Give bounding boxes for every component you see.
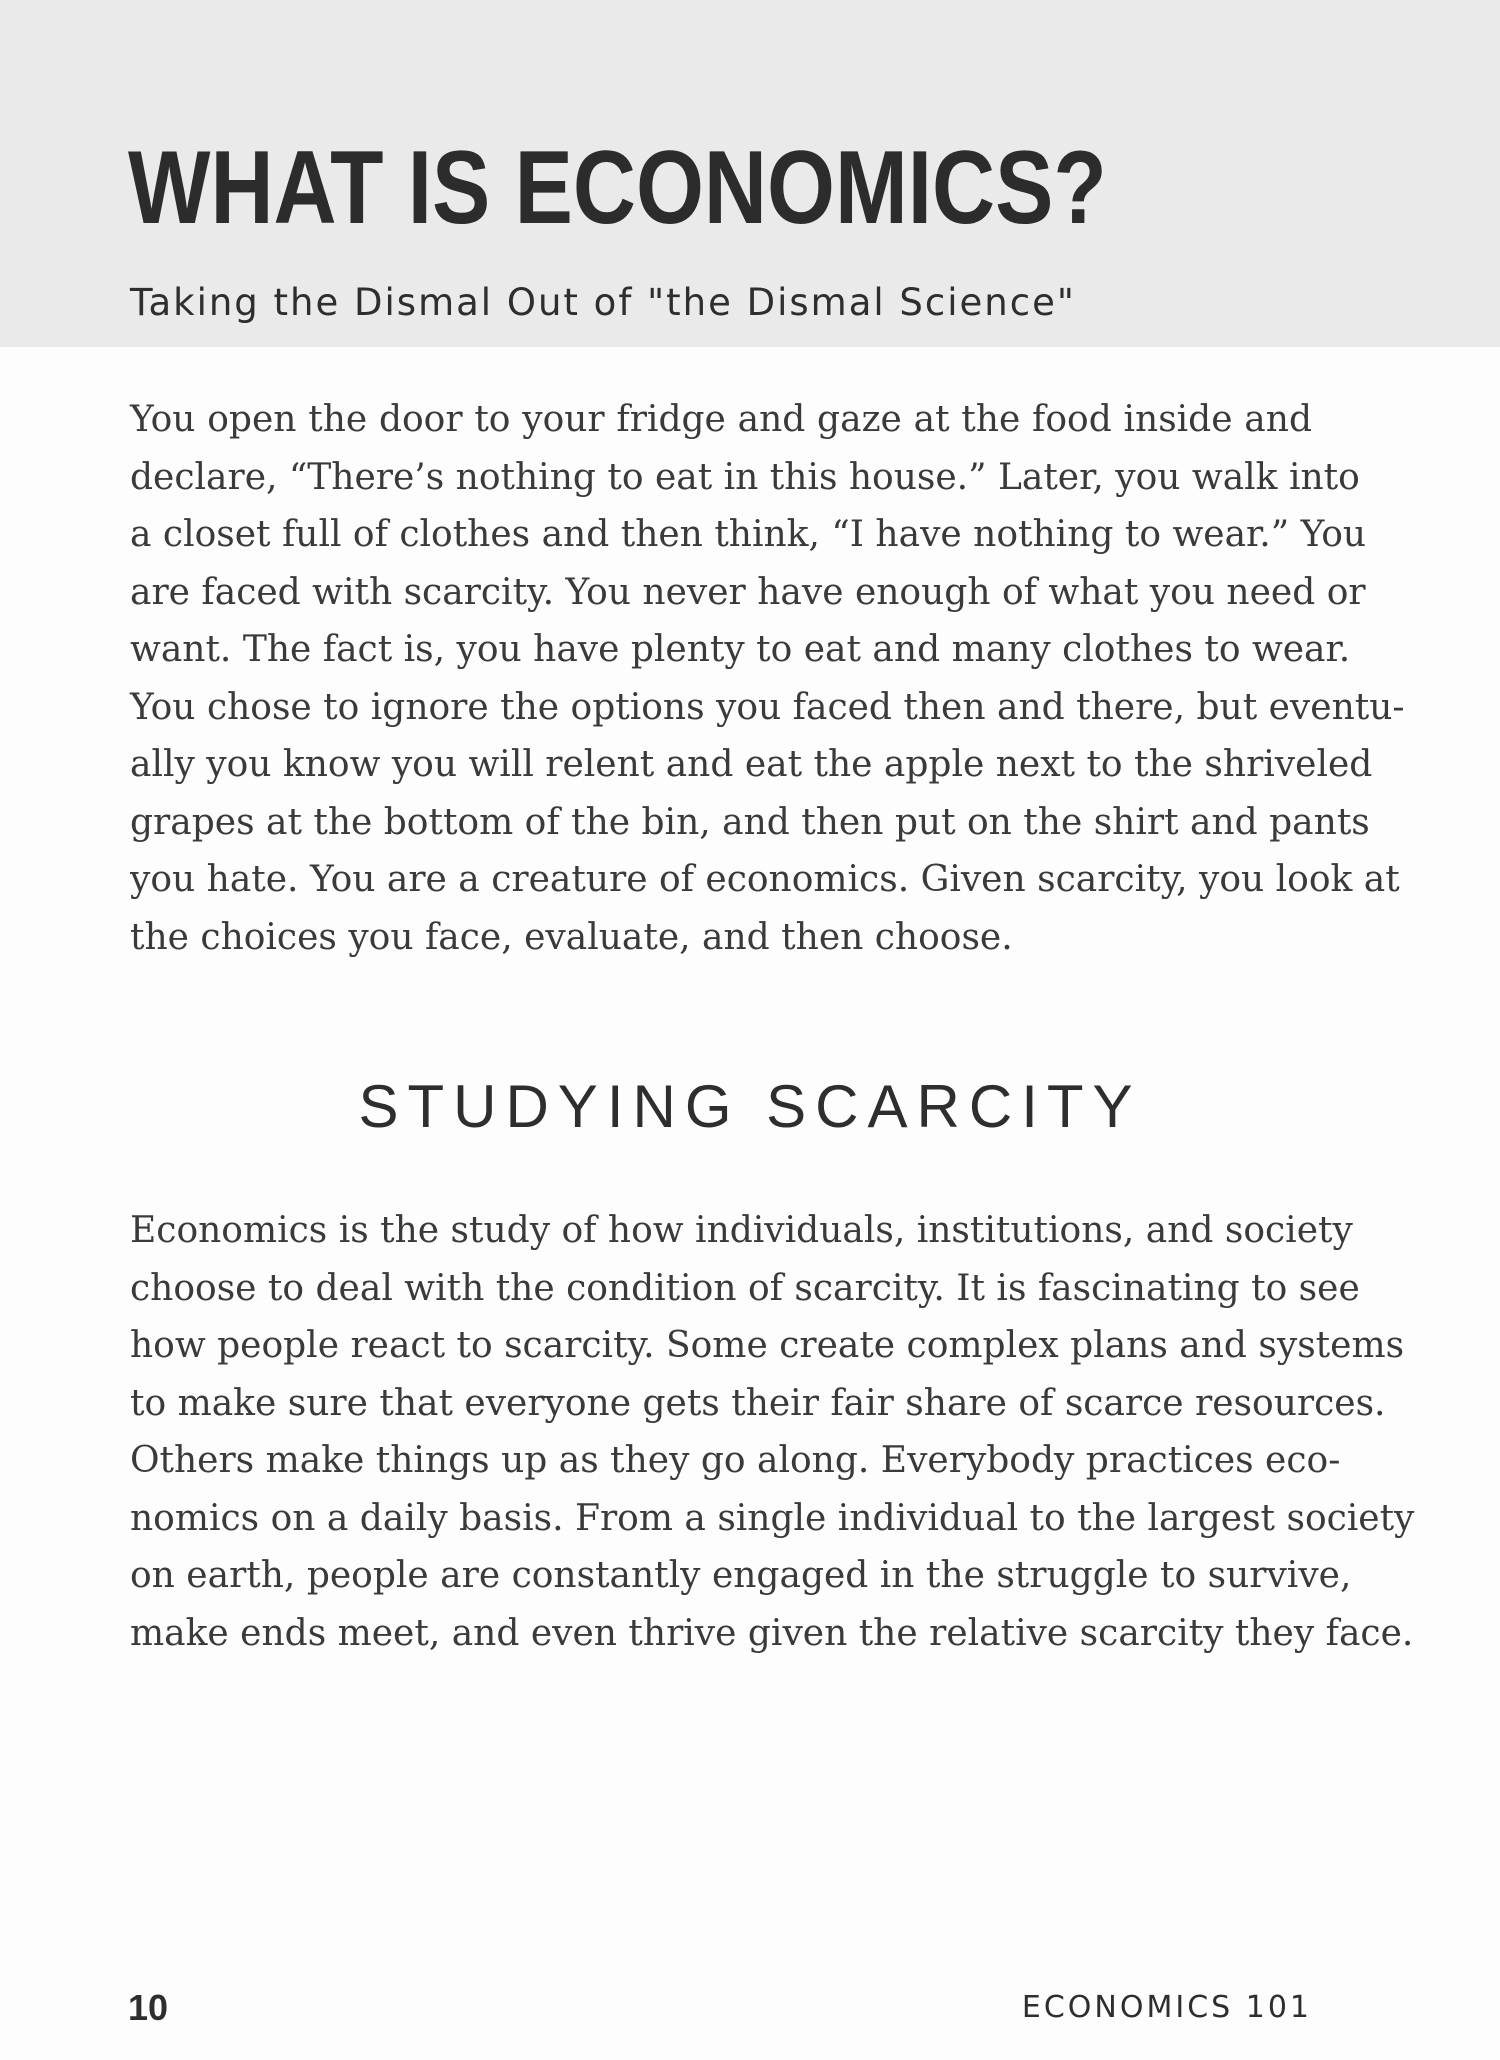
paragraph-line: grapes at the bottom of the bin, and then put on the shirt and pants: [130, 801, 1370, 843]
paragraph-line: make ends meet, and even thrive given the relative scarcity they face.: [130, 1612, 1414, 1654]
paragraph-line: nomics on a daily basis. From a single individual to the largest society: [130, 1497, 1415, 1539]
paragraph-line: to make sure that everyone gets their fair share of scarce resources.: [130, 1382, 1386, 1424]
paragraph-line: a closet full of clothes and then think, “I have nothing to wear.” You: [130, 514, 1367, 555]
section-paragraph: [130, 1202, 1415, 1662]
paragraph-line: declare, “There’s nothing to eat in this house.” Later, you walk into: [130, 456, 1360, 498]
paragraph-line: Others make things up as they go along. Everybody practices eco-: [130, 1440, 1341, 1481]
page-number: 10: [128, 1987, 169, 2028]
paragraph-line: on earth, people are constantly engaged in the struggle to survive,: [130, 1555, 1352, 1596]
paragraph-line: choose to deal with the condition of scarcity. It is fascinating to see: [130, 1267, 1360, 1309]
running-footer-title: ECONOMICS 101: [1021, 1990, 1312, 2025]
paragraph-line: want. The fact is, you have plenty to eat and many clothes to wear.: [130, 629, 1351, 670]
paragraph-line: Economics is the study of how individuals, institutions, and society: [130, 1210, 1353, 1251]
paragraph-line: the choices you face, evaluate, and then choose.: [130, 916, 1013, 958]
paragraph-line: are faced with scarcity. You never have enough of what you need or: [130, 571, 1366, 613]
paragraph-line: ally you know you will relent and eat the apple next to the shriveled: [130, 744, 1373, 785]
paragraph-line: You open the door to your fridge and gaze at the food inside and: [130, 399, 1312, 440]
chapter-title: WHAT IS ECONOMICS?: [128, 130, 1107, 246]
paragraph-line: You chose to ignore the options you faced then and there, but eventu-: [130, 686, 1405, 728]
chapter-subtitle: Taking the Dismal Out of "the Dismal Science": [130, 281, 1076, 324]
paragraph-line: how people react to scarcity. Some create complex plans and systems: [130, 1325, 1405, 1366]
paragraph-line: you hate. You are a creature of economics. Given scarcity, you look at: [130, 859, 1400, 900]
section-heading: STUDYING SCARCITY: [358, 1073, 1142, 1140]
intro-paragraph: [130, 391, 1405, 966]
